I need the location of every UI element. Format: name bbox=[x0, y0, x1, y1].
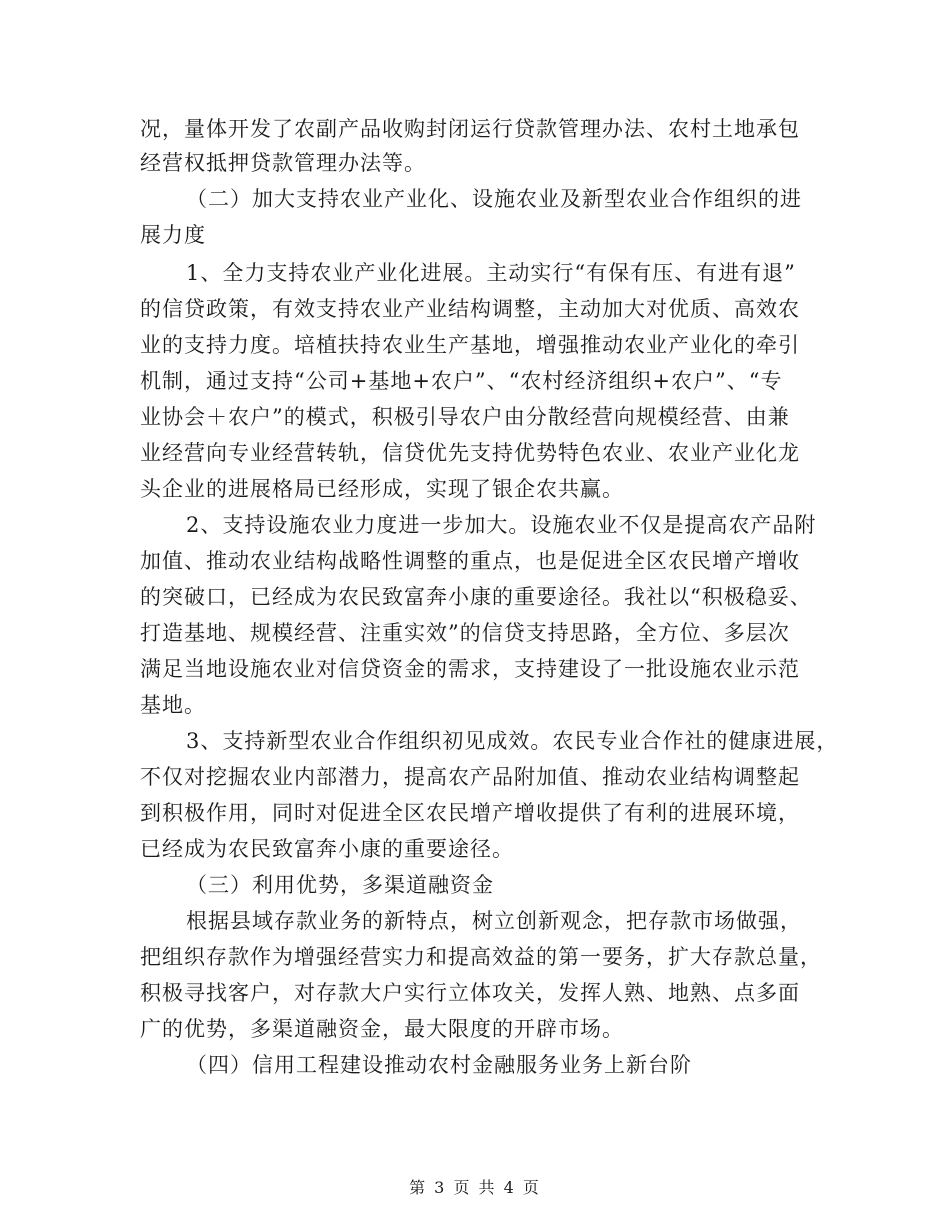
text-line: 的突破口，已经成为农民致富奔小康的重要途径。我社以“积极稳妥、 bbox=[140, 585, 812, 609]
section-heading: （四）信用工程建设推动农村金融服务业务上新台阶 bbox=[186, 1053, 692, 1077]
section-heading: （二）加大支持农业产业化、设施农业及新型农业合作组织的进 bbox=[186, 187, 802, 211]
text-line: 积极寻找客户，对存款大户实行立体攻关，发挥人熟、地熟、点多面 bbox=[140, 981, 800, 1005]
text-line: 根据县域存款业务的新特点，树立创新观念，把存款市场做强， bbox=[186, 909, 802, 933]
text-line: 2、支持设施农业力度进一步加大。设施农业不仅是提高农产品附 bbox=[186, 513, 817, 537]
text-line: 3、支持新型农业合作组织初见成效。农民专业合作社的健康进展， bbox=[186, 729, 839, 753]
text-line: 不仅对挖掘农业内部潜力，提高农产品附加值、推动农业结构调整起 bbox=[140, 765, 800, 789]
text-line: 业经营向专业经营转轨，信贷优先支持优势特色农业、农业产业化龙 bbox=[140, 441, 800, 465]
text-line: 机制，通过支持“公司+基地+农户”、“农村经济组织+农户”、“专 bbox=[140, 369, 783, 393]
text-line: 1、全力支持农业产业化进展。主动实行“有保有压、有进有退” bbox=[186, 261, 796, 285]
text-line: 到积极作用，同时对促进全区农民增产增收提供了有利的进展环境， bbox=[140, 801, 800, 825]
text-line: 经营权抵押贷款管理办法等。 bbox=[140, 151, 426, 175]
text-line: 况，量体开发了农副产品收购封闭运行贷款管理办法、农村土地承包 bbox=[140, 117, 800, 141]
text-line: 已经成为农民致富奔小康的重要途径。 bbox=[140, 837, 514, 861]
section-heading-continued: 展力度 bbox=[140, 223, 206, 247]
text-line: 满足当地设施农业对信贷资金的需求，支持建设了一批设施农业示范 bbox=[140, 657, 800, 681]
text-line: 业协会＋农户”的模式，积极引导农户由分散经营向规模经营、由兼 bbox=[140, 405, 790, 429]
text-line: 基地。 bbox=[140, 693, 206, 717]
page-number-footer: 第 3 页 共 4 页 bbox=[409, 1178, 541, 1197]
section-heading: （三）利用优势，多渠道融资金 bbox=[186, 873, 494, 897]
text-line: 业的支持力度。培植扶持农业生产基地，增强推动农业产业化的牵引 bbox=[140, 333, 800, 357]
text-line: 把组织存款作为增强经营实力和提高效益的第一要务，扩大存款总量， bbox=[140, 945, 822, 969]
text-line: 加值、推动农业结构战略性调整的重点，也是促进全区农民增产增收 bbox=[140, 549, 800, 573]
text-line: 的信贷政策，有效支持农业产业结构调整，主动加大对优质、高效农 bbox=[140, 297, 800, 321]
text-line: 头企业的进展格局已经形成，实现了银企农共赢。 bbox=[140, 477, 624, 501]
text-line: 打造基地、规模经营、注重实效”的信贷支持思路，全方位、多层次 bbox=[140, 621, 790, 645]
text-line: 广的优势，多渠道融资金，最大限度的开辟市场。 bbox=[140, 1017, 624, 1041]
